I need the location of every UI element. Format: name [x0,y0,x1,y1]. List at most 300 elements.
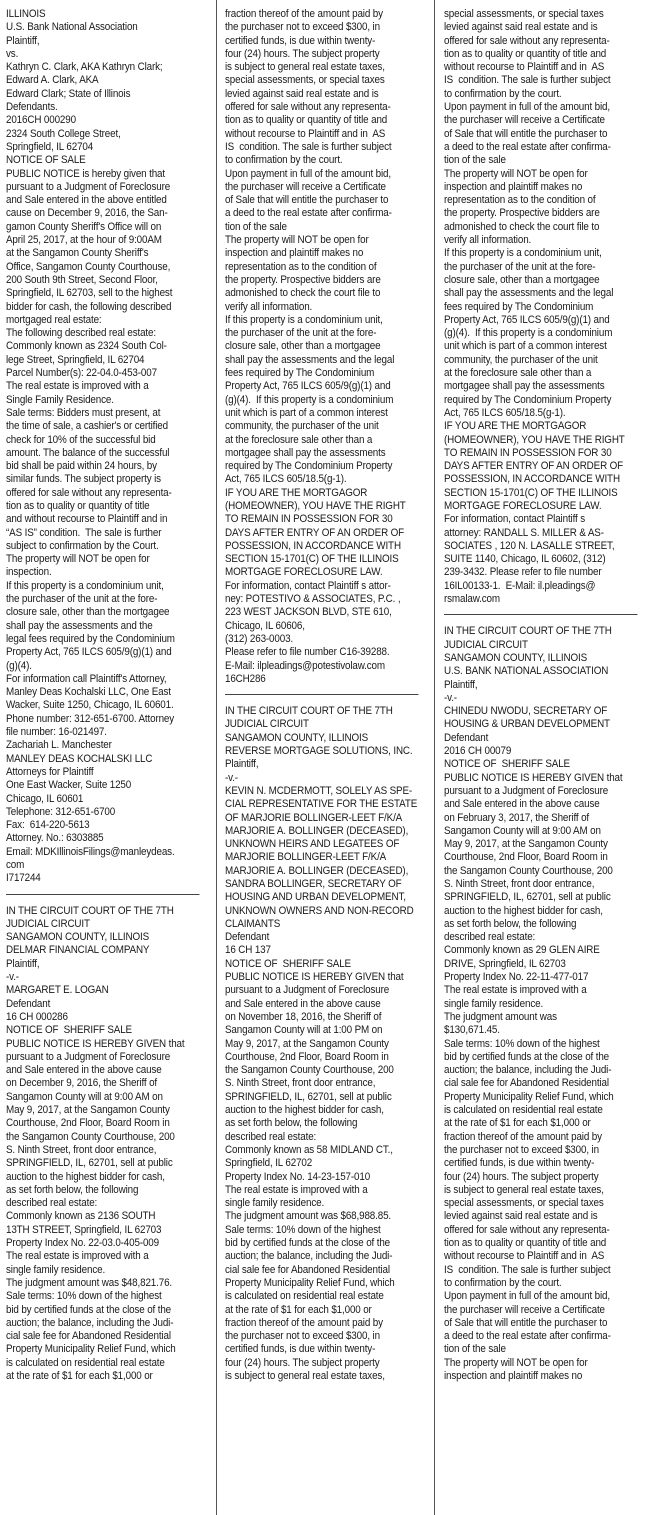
notice-line: HOUSING AND URBAN DEVELOPMENT, [225,891,406,904]
column-divider [434,0,435,1515]
notice-line: The judgment amount was $48,821.76. [6,1276,173,1289]
notice-line: the purchaser will receive a Certificate [444,114,605,127]
notice-line: Sale terms: 10% down of the highest [6,1290,162,1303]
notice-line: Property Act, 765 ILCS 605/9(g)(1) and [225,380,391,393]
notice-line: The property will NOT be open for [6,553,150,566]
notice-line: JUDICIAL CIRCUIT [444,638,528,651]
notice-line: MORTGAGE FORECLOSURE LAW. [225,566,383,579]
notice-line: The following described real estate: [6,327,156,340]
notice-line: at the Sangamon County Sheriff's [6,247,149,260]
notice-line: mortgaged real estate: [6,313,102,326]
notice-line: (HOMEOWNER), YOU HAVE THE RIGHT [225,499,406,512]
notice-line: auction; the balance, including the Judi- [6,1316,174,1329]
notice-line: Property Index No. 22-11-477-017 [444,971,589,984]
notice-line: Upon payment in full of the amount bid, [444,1290,610,1303]
notice-line: Defendant [225,931,270,944]
notice-line: $130,671.45. [444,1024,500,1037]
notice-line: without recourse to Plaintiff and in AS [444,1250,605,1263]
legal-notice [444,8,626,606]
notice-line: amount. The balance of the successful [6,446,170,459]
notice-line: Parcel Number(s): 22-04.0-453-007 [6,367,157,380]
notice-line: The real estate is improved with a [6,1250,149,1263]
notice-line: cause on December 9, 2016, the San- [6,207,168,220]
notice-line: on February 3, 2017, the Sheriff of [444,811,590,824]
notice-line: Property Municipality Relief Fund, which [225,1276,395,1289]
notice-line: Kathryn C. Clark, AKA Kathryn Clark; [6,61,163,74]
notice-line: Fax: 614-220-5613 [6,819,90,832]
notice-line: closure sale, other than the mortgagee [6,606,170,619]
notice-line: com [6,859,25,871]
notice-line: Property Index No. 14-23-157-010 [225,1170,371,1183]
column-2 [225,8,418,1383]
notice-line: auction to the highest bidder for cash, [225,1104,384,1117]
notice-line: subject to confirmation by the Court. [6,539,159,552]
notice-line: fraction thereof of the amount paid by [444,1130,602,1143]
notice-line: Property Municipality Relief Fund, which [444,1090,614,1103]
notice-line: levied against said real estate and is [444,21,598,34]
notice-line: SANDRA BOLLINGER, SECRETARY OF [225,878,402,890]
notice-line: bid by certified funds at the close of the [444,1050,610,1063]
notice-line: Springfield, IL 62703, sell to the highest [6,287,173,300]
notice-line: admonished to check the court file to [444,220,600,233]
notice-line: levied against said real estate and is [225,87,379,100]
notice-line: Chicago, IL 60601 [6,792,84,805]
notice-line: Sale terms: 10% down of the highest [225,1223,381,1236]
notice-line: MARJORIE A. BOLLINGER (DECEASED), [225,864,409,877]
notice-line: For information, contact Plaintiff s [444,513,586,526]
notice-line: S. Ninth Street, front door entrance, [225,1077,376,1090]
notice-line: Defendants. [6,101,58,114]
notice-line: described real estate: [444,931,536,944]
notice-line: Property Act, 765 ILCS 605/9(g)(1) and [444,313,610,326]
notice-line: MORTGAGE FORECLOSURE LAW. [444,499,602,512]
notice-line: Zachariah L. Manchester [6,739,112,752]
notice-line: shall pay the assessments and the legal [225,353,395,366]
notice-line: April 25, 2017, at the hour of 9:00AM [6,234,162,247]
notice-line: single family residence. [444,997,544,1010]
notice-line: PUBLIC NOTICE IS HEREBY GIVEN that [225,971,404,984]
notice-line: the time of sale, a cashier's or certified [6,420,168,433]
notice-line: Property Municipality Relief Fund, which [6,1343,176,1356]
notice-line: ILLINOIS [6,8,46,20]
notice-line: certified funds, is due within twenty- [225,34,376,47]
notice-line: a deed to the real estate after confirma- [444,140,611,153]
notice-line: at the foreclosure sale other than a [444,367,592,380]
notice-line: as set forth below, the following [225,1117,358,1130]
notice-line: at the rate of $1 for each $1,000 or [444,1117,591,1130]
notice-line: SANGAMON COUNTY, ILLINOIS [6,931,150,944]
notice-line: as set forth below, the following [6,1183,139,1196]
notice-line: (g)(4). If this property is a condominium [225,393,394,406]
notice-line: HOUSING & URBAN DEVELOPMENT [444,718,610,731]
notice-line: PUBLIC NOTICE IS HEREBY GIVEN that [444,771,623,784]
notice-line: The judgment amount was [444,1010,557,1023]
notice-line: 239-3432. Please refer to file number [444,566,602,579]
legal-notice [225,705,418,1383]
notice-line: mortgagee shall pay the assessments [444,380,605,393]
notice-line: closure sale, other than a mortgagee [444,273,600,286]
notice-line: inspection and plaintiff makes no [225,247,364,260]
notice-line: “AS IS” condition. The sale is further [6,526,162,539]
notice-line: (g)(4). If this property is a condominium [444,327,613,340]
notice-line: Property Act, 765 ILCS 605/9(g)(1) and [6,646,172,659]
notice-line: the purchaser not to exceed $300, in [225,21,380,34]
notice-line: Manley Deas Kochalski LLC, One East [6,686,171,699]
notice-line: without recourse to Plaintiff and in AS [444,61,605,74]
notice-line: The judgment amount was $68,988.85. [225,1210,392,1223]
notice-line: Property Index No. 22-03.0-405-009 [6,1237,159,1250]
notice-line: CLAIMANTS [225,917,281,930]
notice-line: NOTICE OF SHERIFF SALE [444,758,570,771]
notice-line: lege Street, Springfield, IL 62704 [6,353,145,366]
notice-line: at the rate of $1 for each $1,000 or [6,1369,153,1382]
notice-line: four (24) hours. The subject property [225,47,380,60]
notice-line: IS condition. The sale is further subject [444,74,611,87]
notice-line: vs. [6,47,19,60]
notice-line: PUBLIC NOTICE IS HEREBY GIVEN that [6,1037,185,1050]
notice-line: If this property is a condominium unit, [225,313,383,326]
notice-line: Wacker, Suite 1250, Chicago, IL 60601. [6,699,174,712]
notice-line: special assessments, or special taxes [225,74,385,87]
notice-line: is subject to general real estate taxes, [225,61,385,74]
notice-line: tion of the sale [444,1343,506,1356]
notice-line: May 9, 2017, at the Sangamon County [225,1037,389,1050]
notice-line: community, the purchaser of the unit [225,420,379,433]
notice-line: If this property is a condominium unit, [444,247,602,260]
notice-line: Commonly known as 2136 SOUTH [6,1210,156,1223]
notice-line: certified funds, is due within twenty- [444,1157,595,1170]
notice-line: the purchaser not to exceed $300, in [225,1330,380,1343]
notice-line: admonished to check the court file to [225,287,381,300]
notice-line: representation as to the condition of [225,260,377,273]
notice-line: attorney: RANDALL S. MILLER & AS- [444,526,604,539]
notice-line: Single Family Residence. [6,393,114,406]
notice-line: rsmalaw.com [444,593,500,606]
notice-line: Telephone: 312-651-6700 [6,805,116,818]
notice-line: of Sale that will entitle the purchaser to [444,127,608,140]
notice-line: Springfield, IL 62702 [225,1157,313,1170]
notice-line: MANLEY DEAS KOCHALSKI LLC [6,752,153,765]
notice-line: SPRINGFIELD, IL, 62701, sell at public [444,891,611,904]
notice-line: Upon payment in full of the amount bid, [444,101,610,114]
notice-line: certified funds, is due within twenty- [225,1343,376,1356]
notice-line: Edward A. Clark, AKA [6,74,99,87]
notice-line: MARGARET E. LOGAN [6,984,109,997]
notice-line: Defendant [6,997,51,1010]
notice-line: to confirmation by the court. [225,154,343,167]
notice-line: tion of the sale [225,220,287,233]
notice-line: bid by certified funds at the close of the [6,1303,172,1316]
notice-line: Sangamon County will at 9:00 AM on [6,1090,163,1103]
notice-line: fees required by The Condominium [444,300,594,313]
notice-line: IS condition. The sale is further subject [225,140,392,153]
notice-line: 16 CH 000286 [6,1010,68,1023]
notice-line: 16CH286 [225,672,266,685]
notice-line: on December 9, 2016, the Sheriff of [6,1077,158,1090]
notice-line: and Sale entered in the above cause [6,1064,162,1077]
notice-line: Office, Sangamon County Courthouse, [6,260,171,273]
notice-line: Commonly known as 2324 South Col- [6,340,167,353]
notice-line: 2324 South College Street, [6,127,121,140]
notice-line: tion as to quality or quantity of title [6,499,150,512]
notice-line: IS condition. The sale is further subject [444,1263,611,1276]
notice-line: Email: MDKIllinoisFilings@manleydeas. [6,845,175,858]
notice-line: Chicago, IL 60606, [225,619,305,632]
notice-line: a deed to the real estate after confirma- [444,1330,611,1343]
notice-line: UNKNOWN HEIRS AND LEGATEES OF [225,838,400,851]
notice-line: fraction thereof of the amount paid by [225,8,383,20]
notice-line: S. Ninth Street, front door entrance, [444,878,595,890]
notice-line: Plaintiff, [6,34,40,47]
notice-line: The real estate is improved with a [6,380,149,393]
notice-line: cial sale fee for Abandoned Residential [225,1263,390,1276]
notice-line: U.S. BANK NATIONAL ASSOCIATION [444,665,609,678]
notice-line: check for 10% of the successful bid [6,433,156,446]
notice-line: gamon County Sheriff's Office will on [6,220,162,233]
notice-line: Sale terms: 10% down of the highest [444,1037,600,1050]
notice-line: May 9, 2017, at the Sangamon County [444,838,608,851]
column-divider [216,0,217,1515]
notice-line: offered for sale without any representa- [444,34,610,47]
notice-line: the purchaser of the unit at the fore- [444,260,596,273]
notice-line: Springfield, IL 62704 [6,140,94,153]
notice-line: The real estate is improved with a [225,1183,368,1196]
notice-line: -v.- [225,771,238,784]
notice-line: bidder for cash, the following described [6,300,172,313]
notice-line: Courthouse, 2nd Floor, Board Room in [444,851,608,864]
column-1 [6,8,188,1383]
notice-line: One East Wacker, Suite 1250 [6,779,132,792]
notice-line: inspection and plaintiff makes no [444,180,583,193]
notice-line: to confirmation by the court. [444,87,562,100]
notice-line: the purchaser not to exceed $300, in [444,1143,599,1156]
notice-line: I717244 [6,872,41,885]
notice-line: closure sale, other than a mortgagee [225,340,381,353]
notice-line: the purchaser will receive a Certificate [225,180,386,193]
notice-line: Courthouse, 2nd Floor, Board Room in [225,1050,389,1063]
notice-line: the property. Prospective bidders are [225,273,381,286]
notice-line: UNKNOWN OWNERS AND NON-RECORD [225,904,414,917]
notice-line: on November 18, 2016, the Sheriff of [225,1010,382,1023]
notice-line: 223 WEST JACKSON BLVD, STE 610, [225,606,392,619]
notice-line: offered for sale without any representa- [225,101,391,114]
notice-line: to confirmation by the court. [444,1276,562,1289]
notice-line: the Sangamon County Courthouse, 200 [225,1064,394,1077]
notice-line: POSSESSION, IN ACCORDANCE WITH [444,473,620,486]
notice-line: CHINEDU NWODU, SECRETARY OF [444,705,608,718]
notice-line: OF MARJORIE BOLLINGER-LEET F/K/A [225,811,403,824]
notice-line: is calculated on residential real estate [444,1104,603,1117]
notice-line: DRIVE, Springfield, IL 62703 [444,957,566,970]
notice-line: special assessments, or special taxes [444,1197,604,1210]
notice-line: and Sale entered in the above cause [444,798,600,811]
notice-line: Commonly known as 29 GLEN AIRE [444,944,600,957]
notice-separator [444,614,637,615]
notice-line: the property. Prospective bidders are [444,207,600,220]
notice-line: ney: POTESTIVO & ASSOCIATES, P.C. , [225,593,401,606]
notice-line: 16IL00133-1. E-Mail: il.pleadings@ [444,579,596,592]
notice-line: 2016 CH 00079 [444,745,512,758]
notice-line: single family residence. [225,1197,325,1210]
notice-line: KEVIN N. MCDERMOTT, SOLELY AS SPE- [225,784,413,797]
notice-line: unit which is part of a common interest [444,340,607,353]
notice-line: pursuant to a Judgment of Foreclosure [6,180,171,193]
notice-line: cial sale fee for Abandoned Residential [6,1330,171,1343]
notice-line: required by The Condominium Property [444,393,612,406]
notice-line: DAYS AFTER ENTRY OF AN ORDER OF [225,526,405,539]
notice-line: bid by certified funds at the close of the [225,1237,391,1250]
notice-line: the purchaser will receive a Certificate [444,1303,605,1316]
notice-line: 16 CH 137 [225,944,271,957]
notice-line: 13TH STREET, Springfield, IL 62703 [6,1223,162,1236]
notice-line: of Sale that will entitle the purchaser to [225,194,389,207]
notice-line: at the foreclosure sale other than a [225,433,373,446]
notice-line: is subject to general real estate taxes, [444,1183,604,1196]
notice-line: E-Mail: ilpleadings@potestivolaw.com [225,659,385,672]
notice-line: auction to the highest bidder for cash, [6,1170,165,1183]
notice-line: described real estate: [225,1130,317,1143]
notice-line: For information, contact Plaintiff s attor- [225,579,391,592]
notice-line: Sale terms: Bidders must present, at [6,406,161,419]
notice-line: and without recourse to Plaintiff and in [6,513,168,526]
notice-line: tion of the sale [444,154,506,167]
notice-line: fees required by The Condominium [225,367,375,380]
notice-line: (HOMEOWNER), YOU HAVE THE RIGHT [444,433,625,446]
legal-notice [444,625,626,1383]
notice-line: tion as to quality or quantity of title and [444,47,607,60]
notice-line: tion as to quality or quantity of title and [225,114,388,127]
notice-line: fraction thereof of the amount paid by [225,1316,383,1329]
notice-line: If this property is a condominium unit, [6,579,164,592]
notice-line: of Sale that will entitle the purchaser to [444,1316,608,1329]
notice-line: The property will NOT be open for [444,1356,588,1369]
notice-line: NOTICE OF SALE [6,154,86,167]
notice-line: TO REMAIN IN POSSESSION FOR 30 [444,446,612,459]
notice-line: mortgagee shall pay the assessments [225,446,386,459]
notice-line: Edward Clark; State of Illinois [6,87,131,100]
notice-line: The property will NOT be open for [444,167,588,180]
notice-line: community, the purchaser of the unit [444,353,598,366]
notice-line: S. Ninth Street, front door entrance, [6,1143,157,1156]
notice-line: (g)(4). [6,659,32,672]
notice-line: bid shall be paid within 24 hours, by [6,460,157,473]
notice-line: Plaintiff, [444,678,478,691]
notice-line: auction; the balance, including the Judi- [444,1064,612,1077]
notice-line: The property will NOT be open for [225,234,369,247]
legal-notice [6,905,188,1384]
notice-line: May 9, 2017, at the Sangamon County [6,1104,170,1117]
notice-line: the Sangamon County Courthouse, 200 [6,1130,175,1143]
notice-line: -v.- [6,971,19,984]
notice-line: Phone number: 312-651-6700. Attorney [6,712,175,725]
notice-line: is subject to general real estate taxes, [225,1369,385,1382]
notice-line: MARJORIE BOLLINGER-LEET F/K/A [225,851,387,864]
notice-line: auction; the balance, including the Judi- [225,1250,393,1263]
notice-line: REVERSE MORTGAGE SOLUTIONS, INC. [225,745,413,758]
notice-line: IN THE CIRCUIT COURT OF THE 7TH [444,625,612,638]
notice-line: SOCIATES , 120 N. LASALLE STREET, [444,539,615,552]
notice-line: 200 South 9th Street, Second Floor, [6,273,158,286]
notice-line: cial sale fee for Abandoned Residential [444,1077,609,1090]
notice-line: For information call Plaintiff's Attorney, [6,672,167,685]
notice-line: Attorney. No.: 6303885 [6,832,104,845]
notice-line: special assessments, or special taxes [444,8,604,20]
notice-line: and Sale entered in the above cause [225,997,381,1010]
notice-line: IF YOU ARE THE MORTGAGOR [444,420,587,433]
notice-line: IN THE CIRCUIT COURT OF THE 7TH [6,904,174,917]
notice-line: at the rate of $1 for each $1,000 or [225,1303,372,1316]
notice-line: single family residence. [6,1263,106,1276]
notice-line: pursuant to a Judgment of Foreclosure [444,784,609,797]
notice-line: -v.- [444,691,457,704]
notice-line: Upon payment in full of the amount bid, [225,167,391,180]
notice-line: DELMAR FINANCIAL COMPANY [6,944,150,957]
notice-line: IF YOU ARE THE MORTGAGOR [225,486,368,499]
notice-line: SPRINGFIELD, IL, 62701, sell at public [225,1090,392,1103]
notice-line: SPRINGFIELD, IL, 62701, sell at public [6,1157,173,1170]
notice-line: and Sale entered in the above entitled [6,194,167,207]
notice-line: The real estate is improved with a [444,984,587,997]
notice-line: shall pay the assessments and the legal [444,287,614,300]
notice-line: auction to the highest bidder for cash, [444,904,603,917]
notice-line: Act, 765 ILCS 605/18.5(g-1). [225,473,347,486]
notice-line: SECTION 15-1701(C) OF THE ILLINOIS [444,486,618,499]
notice-line: IN THE CIRCUIT COURT OF THE 7TH [225,705,393,718]
notice-line: inspection and plaintiff makes no [444,1369,583,1382]
notice-line: legal fees required by the Condominium [6,632,175,645]
notice-line: Plaintiff, [225,758,259,771]
notice-separator [225,694,418,695]
notice-line: Defendant [444,731,489,744]
notice-line: four (24) hours. The subject property [444,1170,599,1183]
notice-line: a deed to the real estate after confirma- [225,207,392,220]
notice-line: Plaintiff, [6,957,40,970]
notice-separator [6,894,199,895]
notice-line: offered for sale without any representa- [444,1223,610,1236]
notice-line: the purchaser of the unit at the fore- [225,327,377,340]
notice-line: file number: 16-021497. [6,726,107,739]
notice-line: JUDICIAL CIRCUIT [6,917,90,930]
notice-line: as set forth below, the following [444,917,577,930]
notice-line: pursuant to a Judgment of Foreclosure [6,1050,171,1063]
notice-line: JUDICIAL CIRCUIT [225,718,309,731]
notice-line: SANGAMON COUNTY, ILLINOIS [225,731,369,744]
notice-line: Commonly known as 58 MIDLAND CT., [225,1143,393,1156]
notice-line: MARJORIE A. BOLLINGER (DECEASED), [225,824,409,837]
notice-line: offered for sale without any representa- [6,486,172,499]
notice-line: is calculated on residential real estate [225,1290,384,1303]
notice-line: SANGAMON COUNTY, ILLINOIS [444,651,588,664]
notice-line: required by The Condominium Property [225,460,393,473]
notice-line: tion as to quality or quantity of title and [444,1237,607,1250]
notice-line: unit which is part of a common interest [225,406,388,419]
notice-line: SECTION 15-1701(C) OF THE ILLINOIS [225,553,399,566]
notice-line: shall pay the assessments and the [6,619,153,632]
notice-line: U.S. Bank National Association [6,21,138,34]
legal-notice [225,8,407,686]
notice-line: 2016CH 000290 [6,114,76,127]
notice-line: Please refer to file number C16-39288. [225,646,390,659]
notice-line: Sangamon County will at 1:00 PM on [225,1024,383,1037]
notice-line: verify all information. [444,234,532,247]
legal-notice [6,8,188,886]
notice-line: PUBLIC NOTICE is hereby given that [6,167,165,180]
notice-line: TO REMAIN IN POSSESSION FOR 30 [225,513,393,526]
notice-line: the purchaser of the unit at the fore- [6,593,158,606]
notice-line: CIAL REPRESENTATIVE FOR THE ESTATE [225,798,418,811]
notice-line: representation as to the condition of [444,194,596,207]
notice-line: NOTICE OF SHERIFF SALE [225,957,351,970]
